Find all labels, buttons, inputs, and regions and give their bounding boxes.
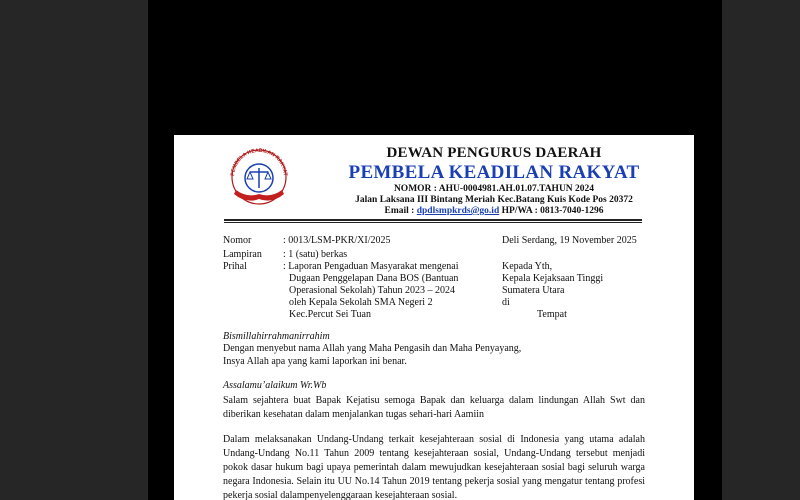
email-link[interactable]: dpdlsmpkrds@go.id <box>416 206 500 216</box>
prihal-line: : Laporan Pengaduan Masyarakat mengenai <box>283 261 459 272</box>
letterhead-address: Jalan Laksana III Bintang Meriah Kec.Batang Kuis Kode Pos 20372 <box>355 195 633 205</box>
email-label: Email : <box>384 206 417 216</box>
left-backdrop <box>0 0 148 500</box>
document-page <box>174 135 694 500</box>
organization-logo <box>226 144 292 206</box>
letterhead-rule-thick <box>224 219 642 221</box>
lampiran-value: : 1 (satu) berkas <box>283 249 348 260</box>
letter-date: Deli Serdang, 19 November 2025 <box>502 235 637 246</box>
recipient-line: Kepala Kejaksaan Tinggi <box>502 273 604 284</box>
body-paragraph: Dalam melaksanakan Undang-Undang terkait kesejahteraan sosial di Indonesia yang utama adalah Undang-Undang No.11 Tahun 2009 tentang kesejahteraan sosial, Undang-Undang tersebut menjadi pokok dasar hukum bagi upaya pemerintah dalam mewujudkan kesejahteraan sosial bagi seluruh warga negara Indonesia. Selain itu UU No.14 Tahun 2019 tentang pekerja sosial yang mengatur tentang profesi pekerja sosial dalampenyelenggaraan kesejahteraan sosial. <box>223 434 645 500</box>
lampiran-label: Lampiran <box>223 249 262 260</box>
recipient-line: Kepada Yth, <box>502 261 553 272</box>
prihal-line: Operasional Sekolah) Tahun 2023 – 2024 <box>289 285 456 296</box>
phone-text: HP/WA : 0813-7040-1296 <box>499 206 604 216</box>
opening-line: Insya Allah apa yang kami laporkan ini benar. <box>223 356 407 367</box>
prihal-line: Dugaan Penggelapan Dana BOS (Bantuan <box>289 273 459 284</box>
prihal-line: Kec.Percut Sei Tuan <box>289 309 371 320</box>
opening-line: Dengan menyebut nama Allah yang Maha Pengasih dan Maha Penyayang, <box>223 343 522 354</box>
letterhead-title: DEWAN PENGURUS DAERAH <box>386 145 602 161</box>
letterhead-registration: NOMOR : AHU-0004981.AH.01.07.TAHUN 2024 <box>393 184 595 194</box>
letterhead-org-name: PEMBELA KEADILAN RAKYAT <box>348 162 640 183</box>
salam-text: Assalamu’alaikum Wr.Wb <box>223 380 327 391</box>
letterhead-contact <box>304 206 684 216</box>
body-paragraph: Salam sejahtera buat Bapak Kejatisu semoga Bapak dan keluarga dalam lindungan Allah Swt dan diberikan kesehatan dalam menjalankan tugas sehari-hari Aamiin <box>223 395 645 420</box>
recipient-line: Tempat <box>537 309 567 320</box>
right-backdrop <box>722 0 800 500</box>
prihal-line: oleh Kepala Sekolah SMA Negeri 2 <box>289 297 433 308</box>
recipient-line: di <box>502 297 510 308</box>
nomor-label: Nomor <box>223 235 252 246</box>
prihal-label: Prihal <box>223 261 247 272</box>
recipient-line: Sumatera Utara <box>502 285 565 296</box>
logo-arc-text: PEMBELA KEADILAN RAKYAT <box>229 147 289 177</box>
letterhead-rule-thin <box>224 222 642 223</box>
nomor-value: : 0013/LSM-PKR/XI/2025 <box>283 235 391 246</box>
bismillah-text: Bismillahirrahmanirrahim <box>223 331 330 342</box>
